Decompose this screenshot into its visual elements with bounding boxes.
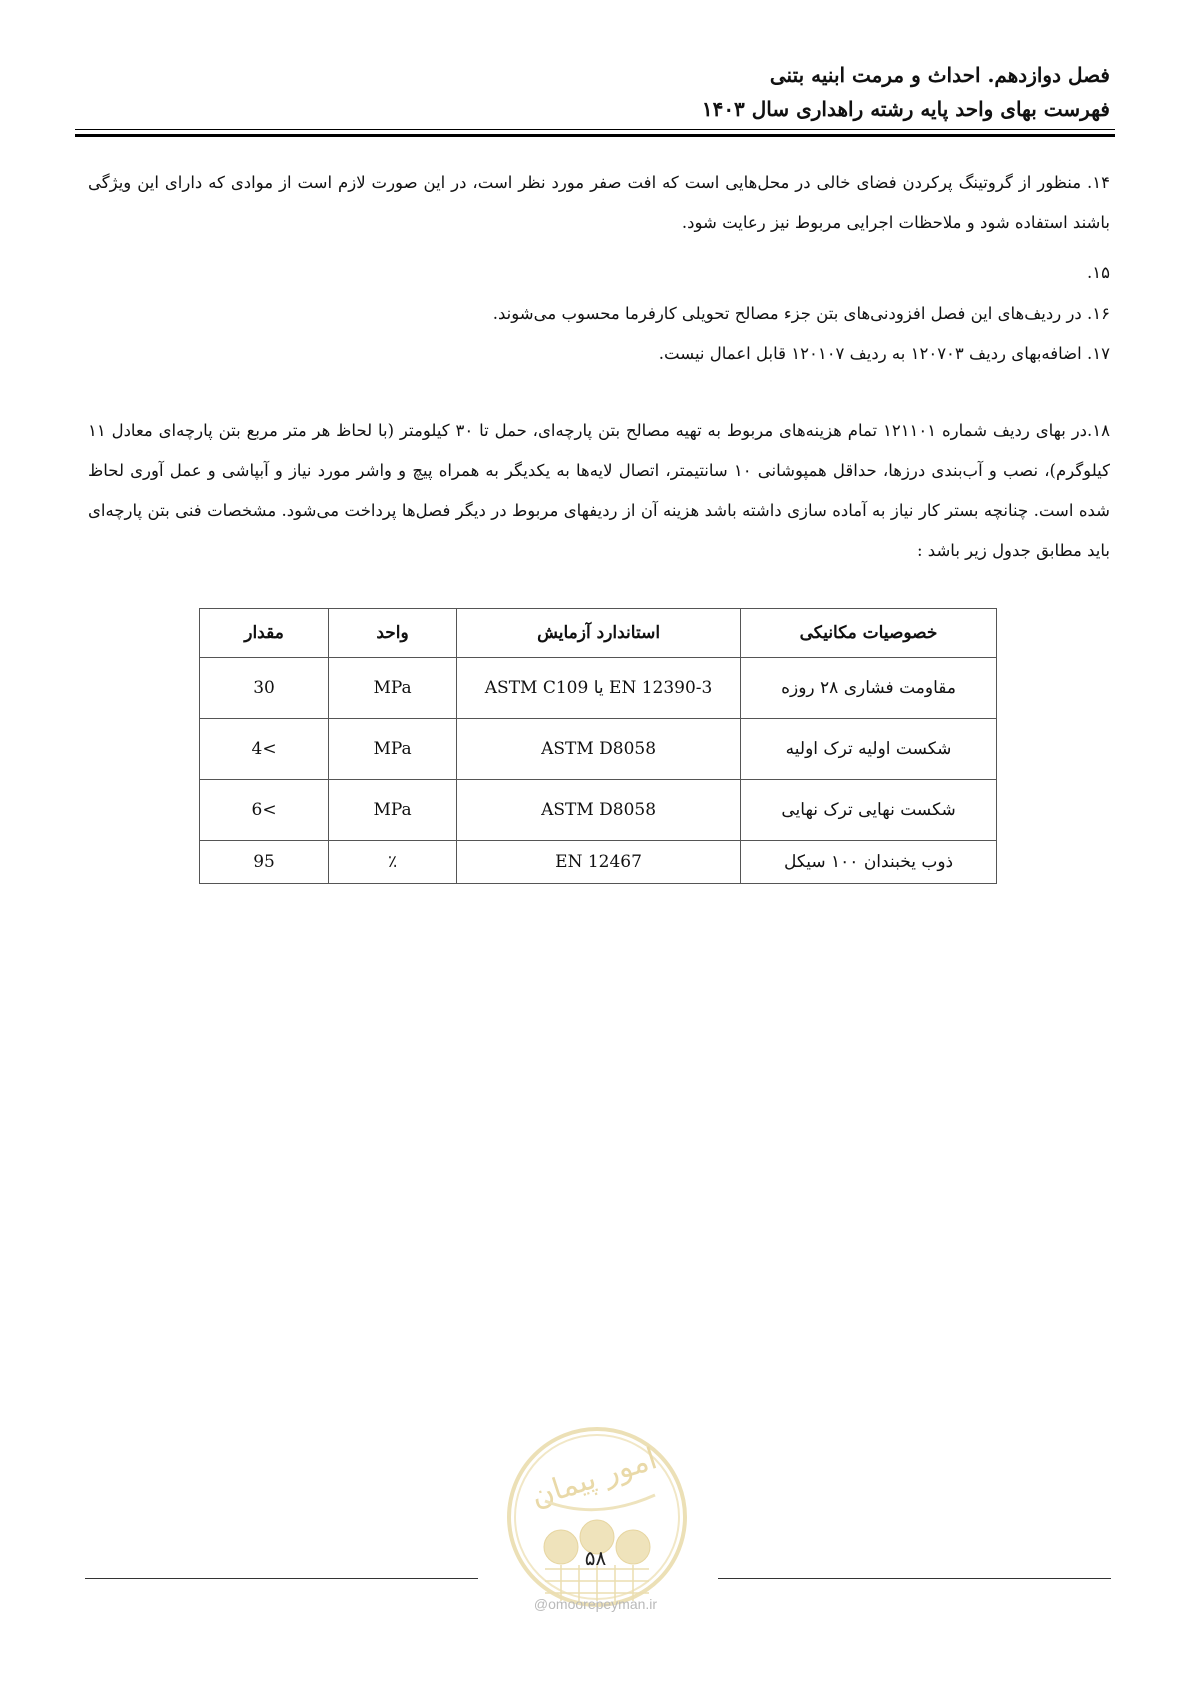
header-unit: واحد [329,609,457,658]
cell-property: شکست اولیه ترک اولیه [741,719,997,780]
fabric-concrete-spec-table [199,608,997,884]
note-16: ۱۶. در ردیف‌های این فصل افزودنی‌های بتن جزء مصالح تحویلی کارفرما محسوب می‌شوند. [492,304,1110,323]
cell-unit: ٪ [329,841,457,884]
header-rule-thin [75,129,1115,130]
watermark-url: @omoorepeyman.ir [533,1596,658,1612]
page-header [80,58,1110,126]
cell-unit: MPa [329,780,457,841]
note-14: ۱۴. منظور از گروتینگ پرکردن فضای خالی در محل‌هایی است که افت صفر مورد نظر است، در این صورت لازم است از موادی که دارای این ویژگی باشند استفاده شود و ملاحظات اجرایی مربوط نیز رعایت شود. [88,173,1110,232]
cell-standard: EN 12467 [457,841,741,884]
note-15: ۱۵. [1087,263,1110,282]
cell-value: 30 [200,658,329,719]
cell-value: >4 [200,719,329,780]
page-number: ۵۸ [584,1546,607,1570]
cell-property: مقاومت فشاری ۲۸ روزه [741,658,997,719]
footer-rule-right [718,1578,1111,1579]
cell-standard: ASTM D8058 [457,780,741,841]
document-subtitle: فهرست بهای واحد پایه رشته راهداری سال ۱۴۰۳ [701,97,1110,121]
cell-value: >6 [200,780,329,841]
cell-unit: MPa [329,658,457,719]
chapter-title: فصل دوازدهم. احداث و مرمت ابنیه بتنی [769,63,1110,87]
table-row [200,658,997,719]
cell-standard: ASTM D8058 [457,719,741,780]
cell-value: 95 [200,841,329,884]
table-row [200,719,997,780]
header-value: مقدار [200,609,329,658]
note-17: ۱۷. اضافه‌بهای ردیف ۱۲۰۷۰۳ به ردیف ۱۲۰۱۰۷ قابل اعمال نیست. [658,344,1110,363]
svg-text:امور پیمان: امور پیمان [526,1441,662,1515]
header-rule-thick [75,134,1115,137]
table-row [200,780,997,841]
header-property: خصوصیات مکانیکی [741,609,997,658]
cell-standard: EN 12390-3 یا ASTM C109 [457,658,741,719]
watermark-stamp-logo [505,1425,689,1609]
note-18: ۱۸.در بهای ردیف شماره ۱۲۱۱۰۱ تمام هزینه‌های مربوط به تهیه مصالح بتن پارچه‌ای، حمل تا ۳۰ کیلومتر (با لحاظ هر متر مربع بتن پارچه‌ای معادل ۱۱ کیلوگرم)، نصب و آب‌بندی درزها، حداقل همپوشانی ۱۰ سانتیمتر، اتصال لایه‌ها به یکدیگر به همراه پیچ و واشر مورد نیاز و آبپاشی و عمل آوری لحاظ شده است. چنانچه بستر کار نیاز به آماده سازی داشته باشد هزینه آن از ردیفهای مربوط در دیگر فصل‌ها پرداخت می‌شود. مشخصات فنی بتن پارچه‌ای باید مطابق جدول زیر باشد : [88,421,1110,560]
footer-rule-left [85,1578,478,1579]
header-standard: استاندارد آزمایش [457,609,741,658]
table-header-row [200,609,997,658]
cell-property: شکست نهایی ترک نهایی [741,780,997,841]
table-row [200,841,997,884]
cell-unit: MPa [329,719,457,780]
cell-property: ذوب یخبندان ۱۰۰ سیکل [741,841,997,884]
